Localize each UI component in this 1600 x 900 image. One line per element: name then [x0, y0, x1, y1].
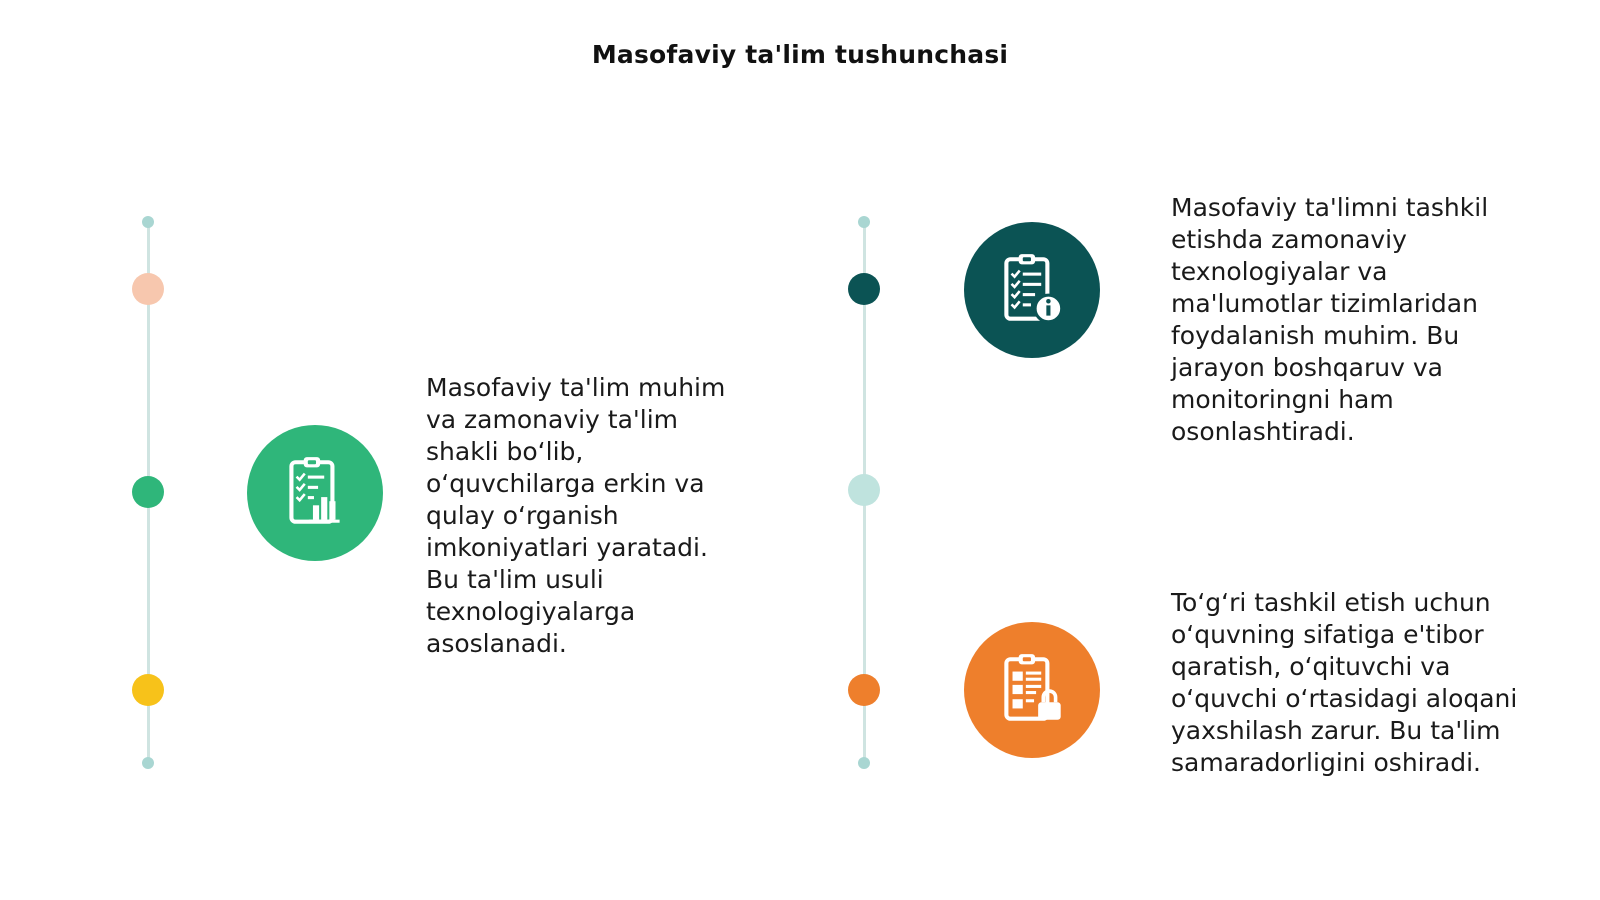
left-timeline-end-dot [142, 757, 154, 769]
right-timeline-start-dot [858, 216, 870, 228]
right-timeline-end-dot [858, 757, 870, 769]
left-timeline-dot-green [132, 476, 164, 508]
right-timeline-dot-orange [848, 674, 880, 706]
left-timeline-dot-peach [132, 273, 164, 305]
clipboard-chart-icon [274, 452, 356, 534]
item-1-icon-circle [247, 425, 383, 561]
right-timeline-dot-mint [848, 474, 880, 506]
page-title: Masofaviy ta'lim tushunchasi [591, 40, 1009, 69]
item-3-text: To‘g‘ri tashkil etish uchun o‘quvning sifatiga e'tibor qaratish, o‘qituvchi va o‘quvchi o‘rtasidagi aloqani yaxshilash zarur. Bu ta'lim samaradorligini oshiradi. [1171, 588, 1518, 777]
item-2-text: Masofaviy ta'limni tashkil etishda zamonaviy texnologiyalar va ma'lumotlar tizimlaridan foydalanish muhim. Bu jarayon boshqaruv va monitoringni ham osonlashtiradi. [1171, 193, 1489, 446]
right-timeline-dot-teal [848, 273, 880, 305]
item-3-icon-circle [964, 622, 1100, 758]
clipboard-info-icon [991, 249, 1073, 331]
item-2-icon-circle [964, 222, 1100, 358]
clipboard-lock-icon [991, 649, 1073, 731]
left-timeline-start-dot [142, 216, 154, 228]
left-timeline-dot-yellow [132, 674, 164, 706]
item-1-text: Masofaviy ta'lim muhim va zamonaviy ta'lim shakli bo‘lib, o‘quvchilarga erkin va qulay o‘rganish imkoniyatlari yaratadi. Bu ta'lim usuli texnologiyalarga asoslanadi. [426, 373, 726, 658]
